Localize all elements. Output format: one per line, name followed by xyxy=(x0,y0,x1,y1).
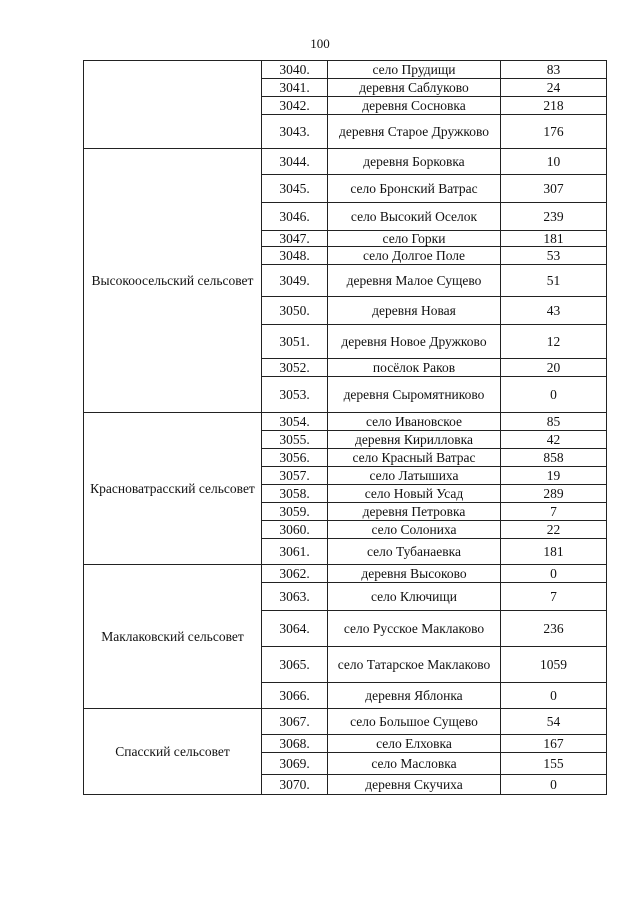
row-number-cell: 3042. xyxy=(262,97,328,115)
row-number-cell: 3063. xyxy=(262,583,328,611)
settlement-name-cell: село Татарское Маклаково xyxy=(328,647,501,683)
settlement-name-cell: село Высокий Оселок xyxy=(328,203,501,231)
population-cell: 53 xyxy=(501,247,607,265)
settlement-name-cell: село Долгое Поле xyxy=(328,247,501,265)
row-number-cell: 3053. xyxy=(262,377,328,413)
population-cell: 218 xyxy=(501,97,607,115)
settlement-name-cell: село Ключищи xyxy=(328,583,501,611)
district-cell xyxy=(84,61,262,149)
page-number: 100 xyxy=(310,36,330,51)
settlement-name-cell: деревня Петровка xyxy=(328,503,501,521)
row-number-cell: 3041. xyxy=(262,79,328,97)
settlement-name-cell: село Масловка xyxy=(328,753,501,775)
settlement-name-cell: село Ивановское xyxy=(328,413,501,431)
row-number-cell: 3043. xyxy=(262,115,328,149)
row-number-cell: 3054. xyxy=(262,413,328,431)
population-cell: 0 xyxy=(501,775,607,795)
row-number-cell: 3045. xyxy=(262,175,328,203)
population-cell: 176 xyxy=(501,115,607,149)
district-cell: Красноватрасский сельсовет xyxy=(84,413,262,565)
population-cell: 858 xyxy=(501,449,607,467)
population-cell: 83 xyxy=(501,61,607,79)
row-number-cell: 3049. xyxy=(262,265,328,297)
row-number-cell: 3066. xyxy=(262,683,328,709)
settlement-name-cell: село Русское Маклаково xyxy=(328,611,501,647)
population-cell: 19 xyxy=(501,467,607,485)
row-number-cell: 3068. xyxy=(262,735,328,753)
row-number-cell: 3047. xyxy=(262,231,328,247)
population-cell: 7 xyxy=(501,583,607,611)
row-number-cell: 3057. xyxy=(262,467,328,485)
population-cell: 307 xyxy=(501,175,607,203)
settlement-name-cell: деревня Высоково xyxy=(328,565,501,583)
settlement-name-cell: деревня Саблуково xyxy=(328,79,501,97)
settlements-table-body xyxy=(84,61,607,795)
settlement-name-cell: село Прудищи xyxy=(328,61,501,79)
district-cell: Спасский сельсовет xyxy=(84,709,262,795)
row-number-cell: 3065. xyxy=(262,647,328,683)
population-cell: 12 xyxy=(501,325,607,359)
row-number-cell: 3067. xyxy=(262,709,328,735)
population-cell: 85 xyxy=(501,413,607,431)
population-cell: 7 xyxy=(501,503,607,521)
row-number-cell: 3058. xyxy=(262,485,328,503)
district-cell: Высокоосельский сельсовет xyxy=(84,149,262,413)
settlement-name-cell: деревня Новая xyxy=(328,297,501,325)
row-number-cell: 3062. xyxy=(262,565,328,583)
settlement-name-cell: посёлок Раков xyxy=(328,359,501,377)
settlement-name-cell: село Красный Ватрас xyxy=(328,449,501,467)
population-cell: 236 xyxy=(501,611,607,647)
population-cell: 1059 xyxy=(501,647,607,683)
population-cell: 155 xyxy=(501,753,607,775)
row-number-cell: 3051. xyxy=(262,325,328,359)
population-cell: 24 xyxy=(501,79,607,97)
settlement-name-cell: село Новый Усад xyxy=(328,485,501,503)
population-cell: 181 xyxy=(501,539,607,565)
settlement-name-cell: деревня Старое Дружково xyxy=(328,115,501,149)
population-cell: 54 xyxy=(501,709,607,735)
settlement-name-cell: село Большое Сущево xyxy=(328,709,501,735)
settlement-name-cell: село Горки xyxy=(328,231,501,247)
population-cell: 20 xyxy=(501,359,607,377)
settlements-table xyxy=(83,60,607,795)
settlement-name-cell: деревня Сыромятниково xyxy=(328,377,501,413)
settlement-name-cell: село Бронский Ватрас xyxy=(328,175,501,203)
row-number-cell: 3061. xyxy=(262,539,328,565)
table-row xyxy=(84,565,607,583)
table-row xyxy=(84,149,607,175)
population-cell: 0 xyxy=(501,565,607,583)
population-cell: 0 xyxy=(501,377,607,413)
settlement-name-cell: деревня Новое Дружково xyxy=(328,325,501,359)
row-number-cell: 3060. xyxy=(262,521,328,539)
row-number-cell: 3059. xyxy=(262,503,328,521)
settlement-name-cell: село Тубанаевка xyxy=(328,539,501,565)
settlement-name-cell: деревня Малое Сущево xyxy=(328,265,501,297)
population-cell: 51 xyxy=(501,265,607,297)
row-number-cell: 3052. xyxy=(262,359,328,377)
population-cell: 181 xyxy=(501,231,607,247)
settlement-name-cell: село Елховка xyxy=(328,735,501,753)
row-number-cell: 3048. xyxy=(262,247,328,265)
table-row xyxy=(84,413,607,431)
settlement-name-cell: деревня Скучиха xyxy=(328,775,501,795)
population-cell: 43 xyxy=(501,297,607,325)
row-number-cell: 3069. xyxy=(262,753,328,775)
population-cell: 289 xyxy=(501,485,607,503)
population-cell: 42 xyxy=(501,431,607,449)
row-number-cell: 3040. xyxy=(262,61,328,79)
row-number-cell: 3055. xyxy=(262,431,328,449)
row-number-cell: 3064. xyxy=(262,611,328,647)
population-cell: 167 xyxy=(501,735,607,753)
settlement-name-cell: деревня Кирилловка xyxy=(328,431,501,449)
settlement-name-cell: село Латышиха xyxy=(328,467,501,485)
row-number-cell: 3050. xyxy=(262,297,328,325)
row-number-cell: 3056. xyxy=(262,449,328,467)
district-cell: Маклаковский сельсовет xyxy=(84,565,262,709)
settlement-name-cell: деревня Яблонка xyxy=(328,683,501,709)
population-cell: 22 xyxy=(501,521,607,539)
population-cell: 10 xyxy=(501,149,607,175)
row-number-cell: 3070. xyxy=(262,775,328,795)
settlement-name-cell: село Солониха xyxy=(328,521,501,539)
population-cell: 0 xyxy=(501,683,607,709)
row-number-cell: 3044. xyxy=(262,149,328,175)
settlement-name-cell: деревня Борковка xyxy=(328,149,501,175)
population-cell: 239 xyxy=(501,203,607,231)
table-row xyxy=(84,61,607,79)
row-number-cell: 3046. xyxy=(262,203,328,231)
settlement-name-cell: деревня Сосновка xyxy=(328,97,501,115)
table-row xyxy=(84,709,607,735)
